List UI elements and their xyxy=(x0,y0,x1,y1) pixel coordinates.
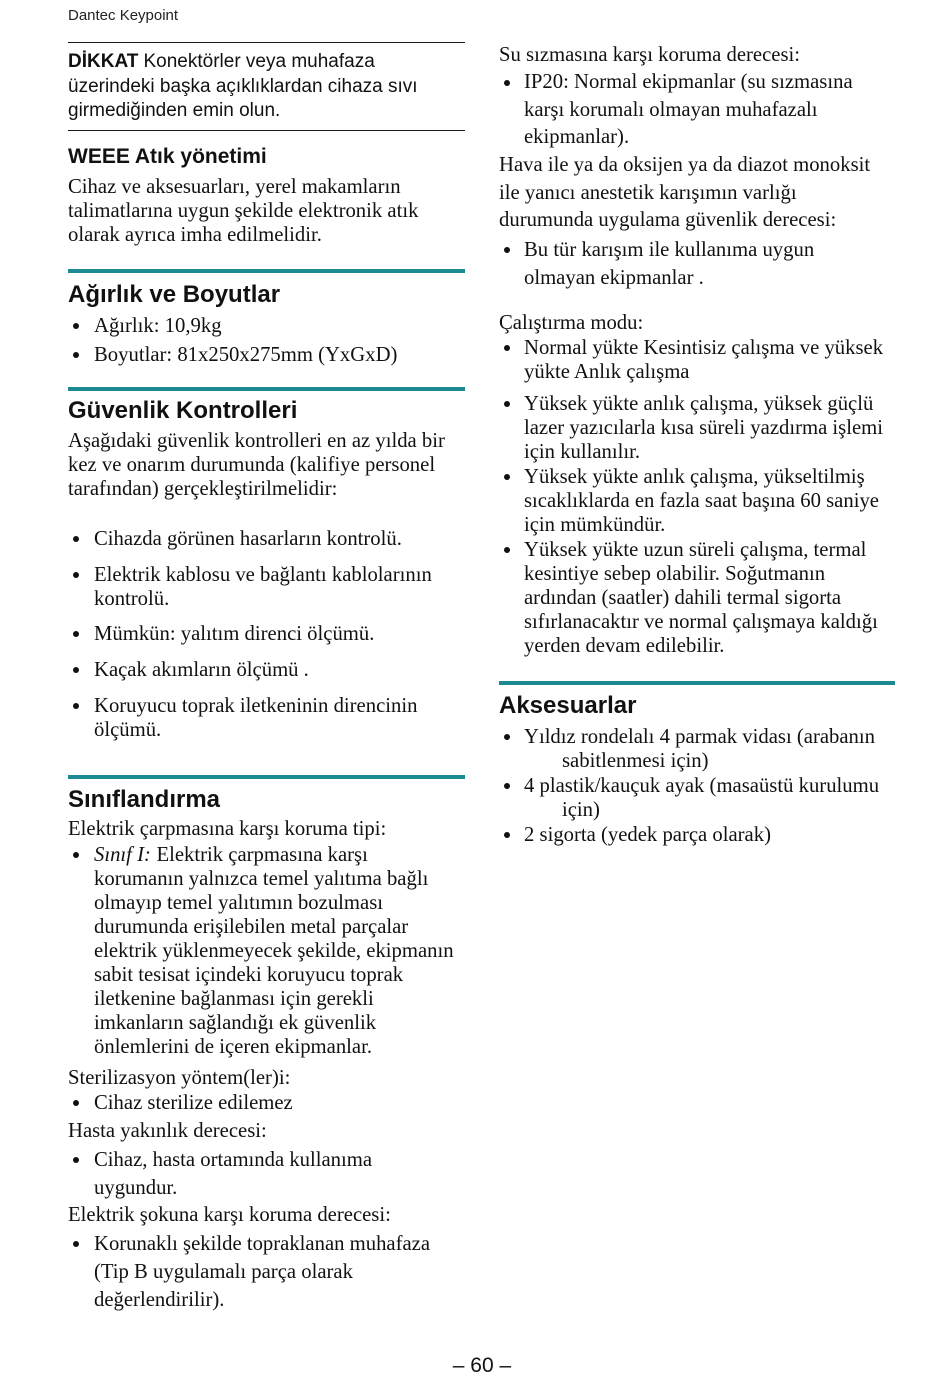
water-ingress-label: Su sızmasına karşı koruma derecesi: xyxy=(499,44,801,66)
section-rule-classification xyxy=(68,775,465,779)
classification-heading: Sınıflandırma xyxy=(68,786,221,813)
water-ingress-item: IP20: Normal ekipmanlar (su sızmasına karşı korumalı olmayan muhafazalı ekipmanlar). xyxy=(499,69,895,152)
patient-proximity-item: Cihaz, hasta ortamında kullanıma uygundur. xyxy=(68,1146,465,1202)
flammable-anesthetic-label: Hava ile ya da oksijen ya da diazot monoksit ile yanıcı anestetik karışımın varlığı durumunda uygulama güvenlik derecesi: xyxy=(499,154,871,231)
operation-mode-item: Yüksek yükte uzun süreli çalışma, termal kesintiye sebep olabilir. Soğutmanın ardından (saatler) dahili termal sigorta sıfırlanacaktır ve normal çalışmaya kaldığı yerden devam edilebilir. xyxy=(499,538,895,658)
patient-proximity-label: Hasta yakınlık derecesi: xyxy=(68,1120,267,1142)
operation-mode-label: Çalıştırma modu: xyxy=(499,312,644,334)
weight-dimensions-heading: Ağırlık ve Boyutlar xyxy=(68,281,281,308)
flammable-anesthetic-item: Bu tür karışım ile kullanıma uygun olmayan ekipmanlar . xyxy=(499,236,895,292)
operation-mode-item: Yüksek yükte anlık çalışma, yüksek güçlü lazer yazıcılarla kısa süreli yazdırma işlemi için kullanılır. xyxy=(499,392,895,464)
weee-text: Cihaz ve aksesuarları, yerel makamların talimatlarına uygun şekilde elektronik atık olarak ayrıca imha edilmelidir. xyxy=(68,176,419,246)
safety-check-item: Kaçak akımların ölçümü . xyxy=(68,658,465,682)
shock-protection-degree-label: Elektrik şokuna karşı koruma derecesi: xyxy=(68,1204,391,1226)
weee-heading: WEEE Atık yönetimi xyxy=(68,145,267,168)
accessory-item: 4 plastik/kauçuk ayak (masaüstü kurulumu için) xyxy=(499,774,895,822)
safety-check-item: Mümkün: yalıtım direnci ölçümü. xyxy=(68,622,465,646)
shock-protection-degree-item: Korunaklı şekilde topraklanan muhafaza (Tip B uygulamalı parça olarak değerlendirilir). xyxy=(68,1230,465,1314)
section-rule-safety xyxy=(68,387,465,391)
safety-checks-heading: Güvenlik Kontrolleri xyxy=(68,397,298,424)
accessories-heading: Aksesuarlar xyxy=(499,692,637,719)
accessory-item: Yıldız rondelalı 4 parmak vidası (arabanın sabitlenmesi için) xyxy=(499,725,895,773)
accessory-item: 2 sigorta (yedek parça olarak) xyxy=(499,823,895,847)
section-rule-accessories xyxy=(499,681,895,685)
page-number: – 60 – xyxy=(452,1354,512,1377)
caution-bottom-rule xyxy=(68,130,465,131)
class-i-item xyxy=(68,843,465,1059)
weight-item: Ağırlık: 10,9kg xyxy=(68,314,465,338)
caution-text: Konektörler veya muhafaza üzerindeki başka açıklıklardan cihaza sıvı girmediğinden emin olun. xyxy=(68,51,418,121)
section-rule-weight xyxy=(68,269,465,273)
safety-check-item: Elektrik kablosu ve bağlantı kablolarının kontrolü. xyxy=(68,563,465,611)
operation-mode-item: Yüksek yükte anlık çalışma, yükseltilmiş sıcaklıklarda en fazla saat başına 60 saniye için mümkündür. xyxy=(499,465,895,537)
sterilization-label: Sterilizasyon yöntem(ler)i: xyxy=(68,1067,291,1089)
safety-check-item: Cihazda görünen hasarların kontrolü. xyxy=(68,527,465,551)
class-i-term: Sınıf I: xyxy=(94,844,151,866)
dimensions-item: Boyutlar: 81x250x275mm (YxGxD) xyxy=(68,343,465,367)
safety-check-item: Koruyucu toprak iletkeninin direncinin ölçümü. xyxy=(68,694,465,742)
sterilization-item: Cihaz sterilize edilemez xyxy=(68,1091,465,1115)
safety-checks-intro: Aşağıdaki güvenlik kontrolleri en az yılda bir kez ve onarım durumunda (kalifiye personel tarafından) gerçekleştirilmelidir: xyxy=(68,430,445,500)
caution-label: DİKKAT xyxy=(68,51,139,72)
shock-protection-type-label: Elektrik çarpmasına karşı koruma tipi: xyxy=(68,818,387,840)
caution-top-rule xyxy=(68,42,465,43)
operation-mode-item: Normal yükte Kesintisiz çalışma ve yüksek yükte Anlık çalışma xyxy=(499,336,895,384)
class-i-text: Elektrik çarpmasına karşı korumanın yalnızca temel yalıtıma bağlı olmayıp temel yalıtımın bozulması durumunda erişilebilen metal parçalar elektrik yüklenmeyecek şekilde, ekipmanın sabit tesisat içindeki koruyucu toprak iletkenine bağlanması için gerekli imkanların sağlandığı ek güvenlik önlemlerini de içeren ekipmanlar. xyxy=(94,844,454,1058)
caution-note xyxy=(68,50,465,124)
running-header: Dantec Keypoint xyxy=(68,7,179,24)
